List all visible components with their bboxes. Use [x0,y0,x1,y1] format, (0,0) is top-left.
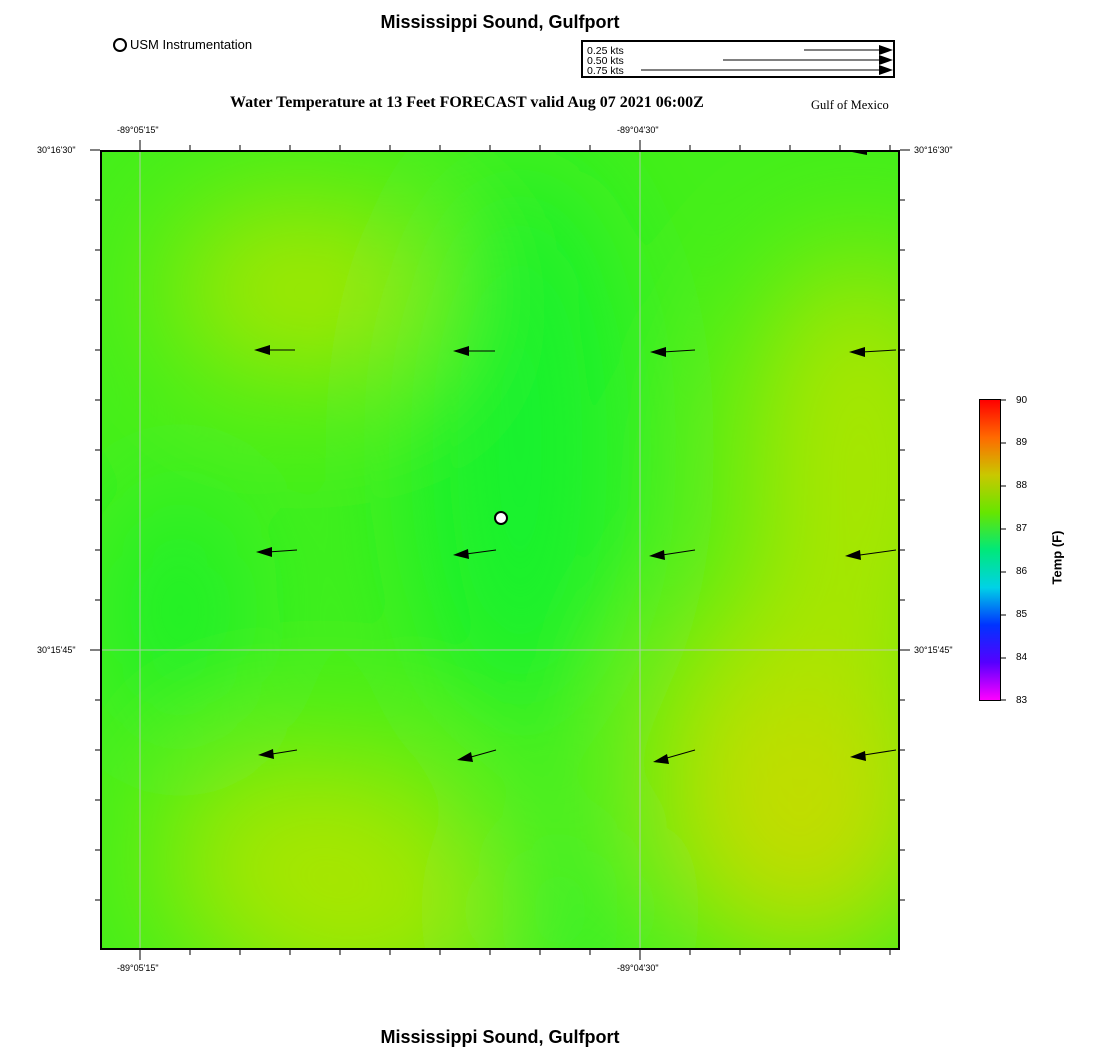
station-marker-icon [113,38,127,52]
colorbar-title: Temp (F) [1049,530,1065,585]
temperature-map[interactable] [100,150,900,950]
right-lat-label-1: 30°16'30" [914,145,953,155]
speed-label-1: 0.25 kts [587,45,624,57]
current-speed-legend [581,40,895,78]
bottom-lon-label-1: -89°05'15" [117,963,159,973]
left-lat-label-2: 30°15'45" [37,645,76,655]
top-lon-label-1: -89°05'15" [117,125,159,135]
map-title: Mississippi Sound, Gulfport [380,12,620,32]
station-legend-label: USM Instrumentation [130,37,253,52]
colorbar-tick-90: 90 [1016,395,1028,406]
region-label: Gulf of Mexico [811,98,889,112]
colorbar-tick-83: 83 [1016,695,1028,706]
colorbar-tick-86: 86 [1016,566,1028,577]
colorbar [979,399,1001,701]
speed-label-2: 0.50 kts [587,55,624,67]
bottom-lon-label-2: -89°04'30" [617,963,659,973]
temperature-field [100,150,900,950]
colorbar-tick-88: 88 [1016,480,1028,491]
station-legend [113,37,252,52]
colorbar-tick-87: 87 [1016,523,1028,534]
forecast-title: Water Temperature at 13 Feet FORECAST valid Aug 07 2021 06:00Z [230,94,704,111]
top-lon-label-2: -89°04'30" [617,125,659,135]
colorbar-tick-85: 85 [1016,609,1028,620]
colorbar-tick-84: 84 [1016,652,1028,663]
footer-title: Mississippi Sound, Gulfport [380,1027,620,1047]
left-lat-label-1: 30°16'30" [37,145,76,155]
colorbar-tick-89: 89 [1016,437,1028,448]
speed-label-3: 0.75 kts [587,65,624,77]
usm-station-marker-icon[interactable] [495,512,507,524]
speed-arrows-icon [583,42,893,76]
right-lat-label-2: 30°15'45" [914,645,953,655]
colorbar-gradient [980,400,1000,700]
